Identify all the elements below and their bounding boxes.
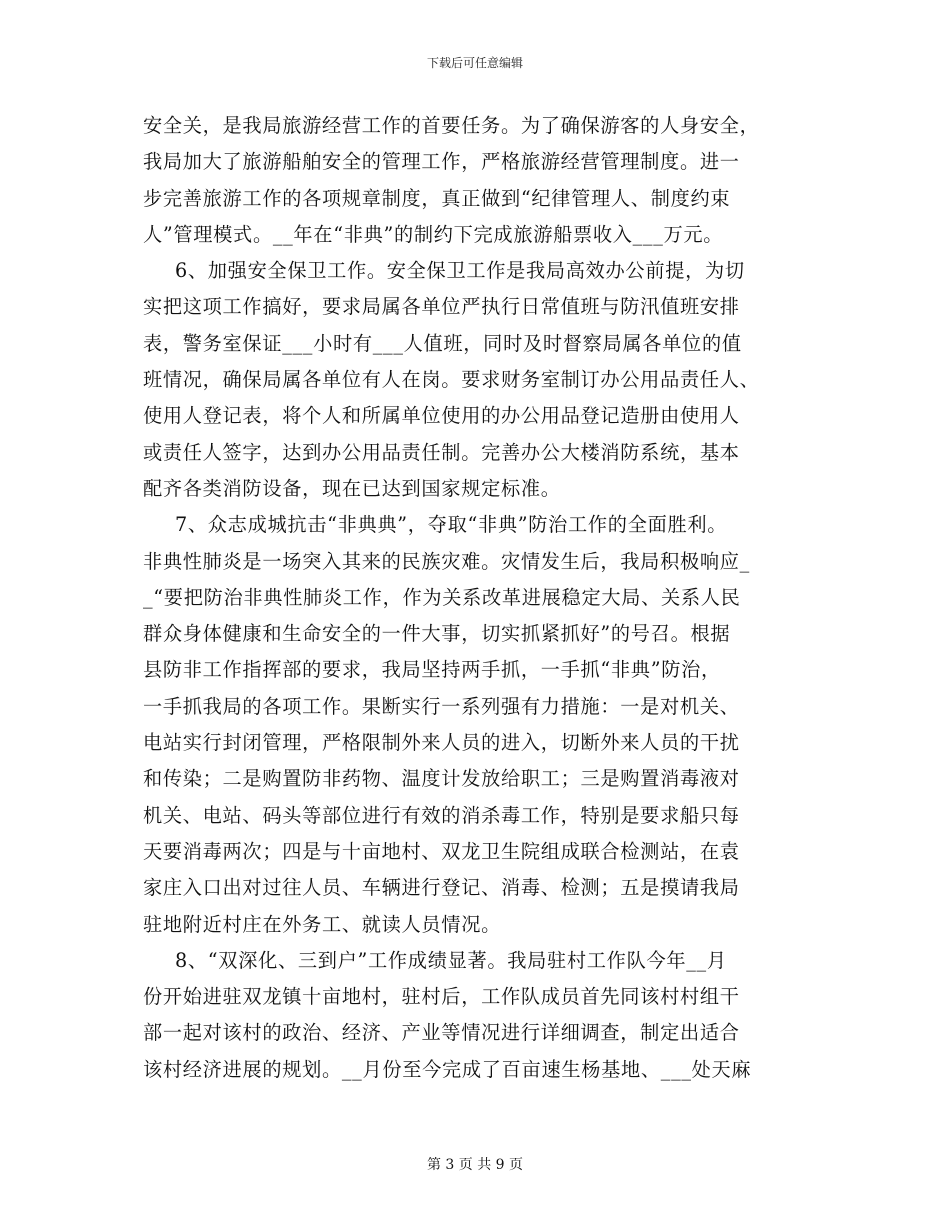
text-line: 家庄入口出对过往人员、车辆进行登记、消毒、检测；五是摸请我局 [143, 876, 740, 900]
text-line: _“要把防治非典性肺炎工作，作为关系改革进展稳定大局、关系人民 [143, 585, 741, 609]
text-line: 驻地附近村庄在外务工、就读人员情况。 [143, 912, 501, 936]
paragraph-7-start: 7、众志成城抗击“非典典”，夺取“非典”防治工作的全面胜利。 [175, 513, 728, 537]
text-line: 安全关，是我局旅游经营工作的首要任务。为了确保游客的人身安全， [143, 114, 760, 137]
text-line: 班情况，确保局属各单位有人在岗。要求财务室制订办公用品责任人、 [143, 368, 760, 392]
page-header-note: 下载后可任意编辑 [426, 56, 523, 70]
text-line: 步完善旅游工作的各项规章制度，真正做到“纪律管理人、制度约束 [143, 186, 731, 210]
text-line: 实把这项工作搞好，要求局属各单位严执行日常值班与防汛值班安排 [143, 295, 740, 319]
text-line: 人”管理模式。__年在“非典”的制约下完成旅游船票收入___万元。 [143, 222, 724, 246]
text-line: 群众身体健康和生命安全的一件大事，切实抓紧抓好”的号召。根据 [143, 622, 731, 646]
text-line: 我局加大了旅游船舶安全的管理工作，严格旅游经营管理制度。进一 [143, 150, 740, 174]
text-line: 天要消毒两次；四是与十亩地村、双龙卫生院组成联合检测站，在袁 [143, 839, 740, 863]
text-line: 县防非工作指挥部的要求，我局坚持两手抓，一手抓“非典”防治， [143, 658, 721, 682]
document-body [143, 108, 823, 1088]
text-line: 一手抓我局的各项工作。果断实行一系列强有力措施：一是对机关、 [143, 694, 740, 718]
text-line: 电站实行封闭管理，严格限制外来人员的进入，切断外来人员的干扰 [143, 731, 740, 755]
text-line: 使用人登记表，将个人和所属单位使用的办公用品登记造册由使用人 [143, 404, 740, 428]
text-line: 或责任人签字，达到办公用品责任制。完善办公大楼消防系统，基本 [143, 440, 740, 464]
paragraph-8-start: 8、“双深化、三到户”工作成绩显著。我局驻村工作队今年__月 [175, 948, 727, 972]
text-line: 配齐各类消防设备，现在已达到国家规定标准。 [143, 476, 561, 500]
text-line: 部一起对该村的政治、经济、产业等情况进行详细调查，制定出适合 [143, 1021, 740, 1045]
text-line: 机关、电站、码头等部位进行有效的消杀毒工作，特别是要求船只每 [143, 803, 740, 827]
text-line: 非典性肺炎是一场突入其来的民族灾难。灾情发生后，我局积极响应_ [143, 549, 750, 573]
text-line: 该村经济进展的规划。__月份至今完成了百亩速生杨基地、___处天麻 [143, 1057, 752, 1081]
text-line: 表，警务室保证___小时有___人值班，同时及时督察局属各单位的值 [143, 331, 742, 355]
text-line: 份开始进驻双龙镇十亩地村，驻村后，工作队成员首先同该村村组干 [143, 985, 740, 1009]
text-line: 和传染；二是购置防非药物、温度计发放给职工；三是购置消毒液对 [143, 767, 740, 791]
page-number: 第 3 页 共 9 页 [426, 1157, 524, 1173]
paragraph-6-start: 6、加强安全保卫工作。安全保卫工作是我局高效办公前提，为切 [175, 259, 745, 283]
